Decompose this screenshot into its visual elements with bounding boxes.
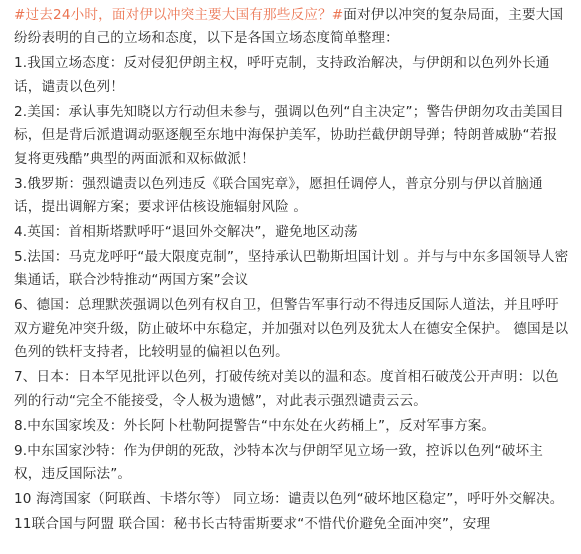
list-item: 1.我国立场态度：反对侵犯伊朗主权，呼吁克制，支持政治解决，与伊朗和以色列外长通话，谴责以色列！ [14, 55, 550, 95]
list-item: 8.中东国家埃及：外长阿卜杜勒阿提警告“中东处在火药桶上”，反对军事方案。 [14, 417, 496, 434]
list-item: 4.英国：首相斯塔默呼吁“退回外交解决”，避免地区动荡 [14, 224, 358, 241]
list-item: 2.美国：承认事先知晓以方行动但未参与，强调以色列“自主决定”；警告伊朗勿攻击美国目标，但是背后派遣调动驱逐舰至东地中海保护美军，协助拦截伊朗导弹；特朗普威胁“若报复将更残酷”典型的两面派和双标做派！ [14, 103, 564, 167]
post-intro-text: 面对伊以冲突的复杂局面，主要大国纷纷表明的自己的立场和态度，以下是各国立场态度简单整理： [14, 7, 564, 47]
list-item: 6、德国：总理默茨强调以色列有权自卫，但警告军事行动不得违反国际人道法，并且呼吁双方避免冲突升级，防止破坏中东稳定，并加强对以色列及犹太人在德安全保护。 德国是以色列的铁杆支持者，比较明显的偏袒以色列。 [14, 297, 569, 361]
list-item: 3.俄罗斯：强烈谴责以色列违反《联合国宪章》，愿担任调停人，普京分别与伊以首脑通话，提出调解方案；要求评估核设施辐射风险 。 [14, 175, 543, 216]
list-item: 11联合国与阿盟 联合国：秘书长古特雷斯要求“不惜代价避免全面冲突”，安理 [14, 516, 491, 533]
bottom-fade [0, 548, 581, 554]
hashtag-link[interactable]: #过去24小时，面对伊以冲突主要大国有那些反应？# [14, 7, 344, 23]
post-body [14, 4, 570, 538]
list-item: 7、日本：日本罕见批评以色列，打破传统对美以的温和态。度首相石破茂公开声明：以色列的行动“完全不能接受，令人极为遗憾”，对此表示强烈谴责云云。 [14, 369, 559, 409]
list-item: 5.法国：马克龙呼吁“最大限度克制”，坚持承认巴勒斯坦国计划 。并与与中东多国领导人密集通话，联合沙特推动“两国方案”会议 [14, 249, 569, 289]
list-item: 10 海湾国家（阿联酋、卡塔尔等） 同立场：谴责以色列“破坏地区稳定”，呼吁外交解决。 [14, 491, 564, 508]
post-intro-paragraph [14, 4, 570, 51]
list-item: 9.中东国家沙特：作为伊朗的死敌，沙特本次与伊朗罕见立场一致，控诉以色列“破坏主权，违反国际法”。 [14, 442, 543, 483]
